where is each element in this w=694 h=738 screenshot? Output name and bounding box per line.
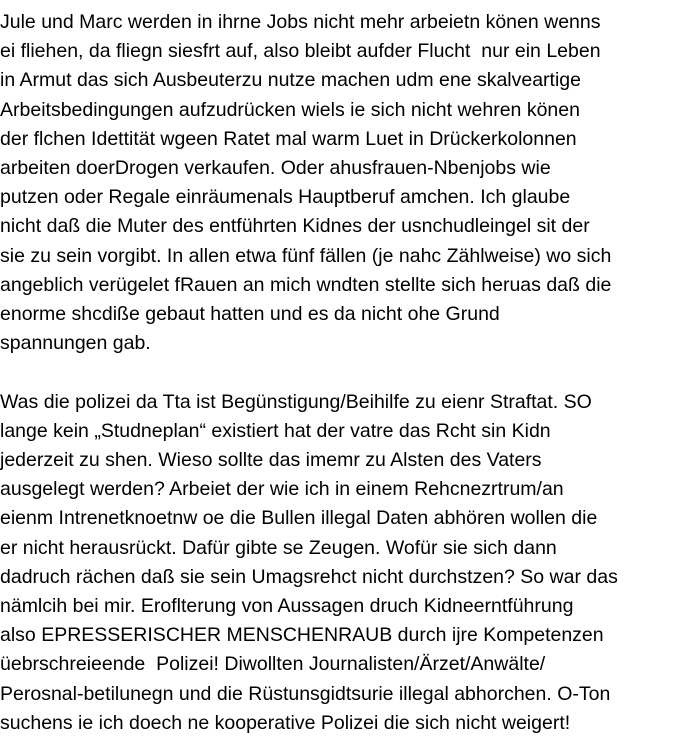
paragraph-1 bbox=[0, 8, 694, 358]
text-line: angeblich verügelet fRauen an mich wndten stellte sich heruas daß die bbox=[0, 273, 612, 296]
text-line: putzen oder Regale einräumenals Hauptberuf amchen. Ich glaube bbox=[0, 186, 571, 209]
text-line: Arbeitsbedingungen aufzudrücken wiels ie sich nicht wehren könen bbox=[0, 98, 580, 121]
text-line: Perosnal-betilunegn und die Rüstunsgidtsurie illegal abhorchen. O-Ton bbox=[0, 682, 611, 705]
paragraph-2 bbox=[0, 388, 694, 738]
text-line: also EPRESSERISCHER MENSCHENRAUB durch ijre Kompetenzen bbox=[0, 624, 604, 647]
text-line: suchens ie ich doech ne kooperative Polizei die sich nicht weigert! bbox=[0, 711, 571, 734]
text-line: nämlcih bei mir. Eroflterung von Aussagen druch Kidneerntführung bbox=[0, 595, 574, 618]
text-line: eienm Intrenetknoetnw oe die Bullen illegal Daten abhören wollen die bbox=[0, 507, 598, 530]
text-line: der flchen Idettität wgeen Ratet mal warm Luet in Drückerkolonnen bbox=[0, 127, 577, 150]
text-line: er nicht herausrückt. Dafür gibte se Zeugen. Wofür sie sich dann bbox=[0, 536, 557, 559]
text-line: sie zu sein vorgibt. In allen etwa fünf fällen (je nahc Zählweise) wo sich bbox=[0, 244, 612, 267]
text-line: enorme shcdiße gebaut hatten und es da nicht ohe Grund bbox=[0, 303, 500, 326]
text-line: ei fliehen, da fliegn siesfrt auf, also bleibt aufder Flucht nur ein Leben bbox=[0, 40, 601, 63]
text-line: arbeiten doerDrogen verkaufen. Oder ahusfrauen-Nbenjobs wie bbox=[0, 157, 551, 180]
text-line: in Armut das sich Ausbeuterzu nutze machen udm ene skalveartige bbox=[0, 69, 581, 92]
paragraph-gap bbox=[0, 358, 694, 387]
text-line: jederzeit zu shen. Wieso sollte das imemr zu Alsten des Vaters bbox=[0, 449, 542, 472]
text-line: spannungen gab. bbox=[0, 332, 151, 355]
text-line: üebrschreieende Polizei! Diwollten Journalisten/Ärzet/Anwälte/ bbox=[0, 653, 546, 676]
text-line: Was die polizei da Tta ist Begünstigung/Beihilfe zu eienr Straftat. SO bbox=[0, 390, 592, 413]
text-line: dadruch rächen daß sie sein Umagsrehct nicht durchstzen? So war das bbox=[0, 565, 618, 588]
text-line: Jule und Marc werden in ihrne Jobs nicht mehr arbeietn könen wenns bbox=[0, 11, 601, 33]
text-line: ausgelegt werden? Arbeiet der wie ich in einem Rehcnezrtrum/an bbox=[0, 478, 564, 501]
text-line: nicht daß die Muter des entführten Kidnes der usnchudleingel sit der bbox=[0, 215, 590, 238]
text-line: lange kein „Studneplan“ existiert hat der vatre das Rcht sin Kidn bbox=[0, 419, 551, 442]
